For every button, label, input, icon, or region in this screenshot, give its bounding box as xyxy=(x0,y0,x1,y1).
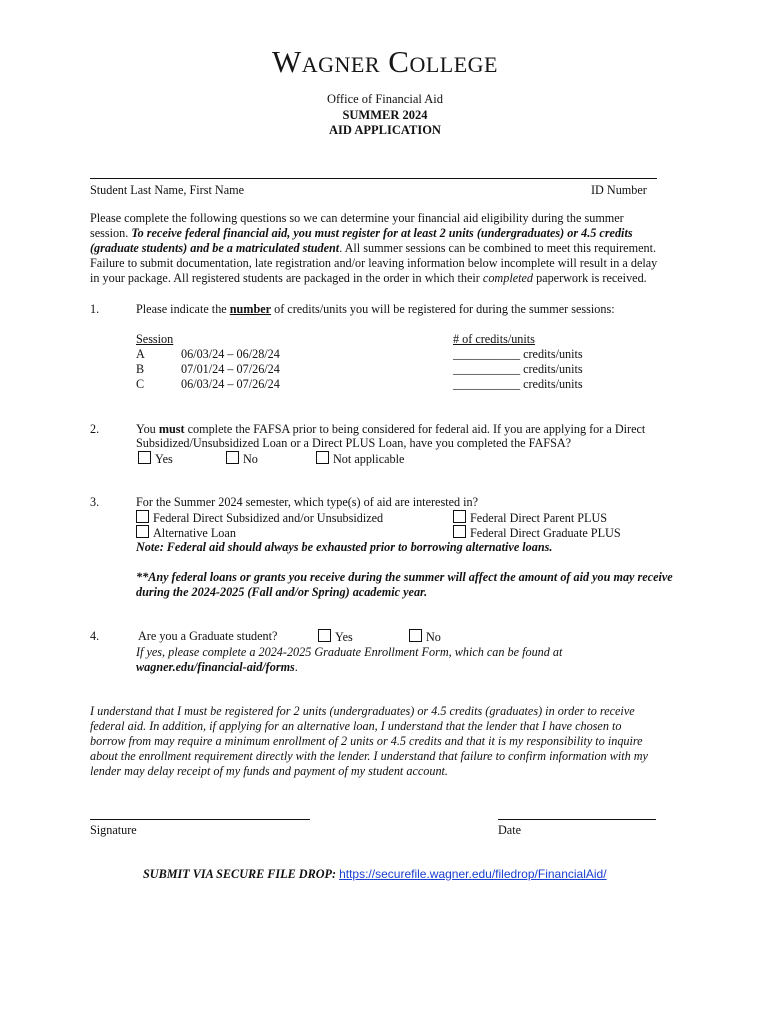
session-dates: 07/01/24 – 07/26/24 xyxy=(181,362,280,376)
submit-line xyxy=(143,867,607,882)
intro-requirement-emphasis-2: (graduate students) and be a matriculated student xyxy=(90,241,340,255)
option-label: Not applicable xyxy=(333,452,405,466)
office-name: Office of Financial Aid xyxy=(326,92,444,106)
q2-text-line-2: Subsidized/Unsubsidized Loan or a Direct PLUS Loan, have you completed the FAFSA? xyxy=(136,436,572,450)
ack-line-3: borrow from may require a minimum enrollment of 2 units or 4.5 credits and that it is my responsibility to inquire xyxy=(90,734,643,748)
checkbox[interactable] xyxy=(136,525,149,538)
q2-must-emphasis: must xyxy=(158,422,185,436)
intro-line-1: Please complete the following questions so we can determine your financial aid eligibility during the summer xyxy=(90,211,624,225)
date-line[interactable] xyxy=(498,819,656,820)
q1-text xyxy=(136,302,615,317)
session-b-credits-field[interactable]: ___________ credits/units xyxy=(453,362,583,376)
intro-line-3 xyxy=(90,241,656,256)
q3-option-alternative-loan[interactable] xyxy=(136,525,236,541)
option-label: Yes xyxy=(155,452,173,466)
submit-label: SUBMIT VIA SECURE FILE DROP: xyxy=(143,867,337,881)
q4-period: . xyxy=(294,660,298,674)
q3-option-graduate-plus[interactable] xyxy=(453,525,621,541)
session-dates: 06/03/24 – 07/26/24 xyxy=(181,377,280,391)
intro-line-5-a: in your package. All registered students are packaged in the order in which their xyxy=(90,271,480,285)
intro-line-3-b: . All summer sessions can be combined to meet this requirement. xyxy=(339,241,657,255)
date-label: Date xyxy=(498,823,522,837)
q1-text-c: of credits/units you will be registered for during the summer sessions: xyxy=(274,302,615,316)
option-label: No xyxy=(426,630,441,644)
session-dates: 06/03/24 – 06/28/24 xyxy=(181,347,280,361)
ack-line-5: lender may delay receipt of my funds and payment of my student account. xyxy=(90,764,448,778)
q4-instruction-line-2: If yes, please complete a 2024-2025 Graduate Enrollment Form, which can be found at xyxy=(136,645,563,659)
q3-number: 3. xyxy=(90,495,100,509)
checkbox[interactable] xyxy=(453,525,466,538)
option-label: Federal Direct Subsidized and/or Unsubsidized xyxy=(153,511,384,525)
student-name-label: Student Last Name, First Name xyxy=(90,183,245,197)
checkbox[interactable] xyxy=(453,510,466,523)
q1-text-number-emphasis: number xyxy=(229,302,272,316)
q3-warning-line-1: **Any federal loans or grants you receive during the summer will affect the amount of aid you may receive xyxy=(136,570,673,584)
option-label: Federal Direct Graduate PLUS xyxy=(470,526,621,540)
intro-requirement-emphasis: To receive federal financial aid, you must register for at least 2 units (undergraduates) or 4.5 credits xyxy=(131,226,633,240)
session-c-credits-field[interactable]: ___________ credits/units xyxy=(453,377,583,391)
checkbox[interactable] xyxy=(316,451,329,464)
q1-number: 1. xyxy=(90,302,100,316)
credits-header: # of credits/units xyxy=(453,332,535,346)
intro-line-5-italic: completed xyxy=(482,271,534,285)
checkbox[interactable] xyxy=(318,629,331,642)
intro-line-4: Failure to submit documentation, late registration and/or leaving information below incomplete will result in a delay xyxy=(90,256,658,270)
college-logo: Wagner College xyxy=(272,44,498,79)
signature-label: Signature xyxy=(90,823,137,837)
q4-instruction-line-3 xyxy=(136,660,298,675)
checkbox[interactable] xyxy=(138,451,151,464)
q3-option-subsidized[interactable] xyxy=(136,510,383,526)
signature-line[interactable] xyxy=(90,819,310,820)
ack-line-1: I understand that I must be registered for 2 units (undergraduates) or 4.5 credits (graduates) in order to receive xyxy=(90,704,635,718)
q4-text: Are you a Graduate student? xyxy=(138,629,278,643)
intro-line-5 xyxy=(90,271,647,286)
session-code: C xyxy=(136,377,145,391)
q4-option-yes[interactable] xyxy=(318,629,353,645)
intro-line-5-c: paperwork is received. xyxy=(536,271,647,285)
option-label: No xyxy=(243,452,258,466)
q2-number: 2. xyxy=(90,422,100,436)
option-label: Yes xyxy=(335,630,353,644)
session-header: Session xyxy=(136,332,174,346)
session-code: A xyxy=(136,347,145,361)
q2-option-no[interactable] xyxy=(226,451,258,467)
intro-line-2 xyxy=(90,226,633,241)
term-title: SUMMER 2024 xyxy=(342,108,428,122)
form-title: AID APPLICATION xyxy=(329,123,441,137)
q2-text xyxy=(136,422,645,437)
student-info-line[interactable] xyxy=(90,178,657,179)
submit-file-drop-link[interactable]: https://securefile.wagner.edu/filedrop/FinancialAid/ xyxy=(339,867,607,881)
forms-url-text: wagner.edu/financial-aid/forms xyxy=(136,660,295,674)
checkbox[interactable] xyxy=(409,629,422,642)
intro-line-2-a: session. xyxy=(90,226,129,240)
q2-text-a: You xyxy=(136,422,156,436)
checkbox[interactable] xyxy=(226,451,239,464)
q4-option-no[interactable] xyxy=(409,629,441,645)
option-label: Alternative Loan xyxy=(153,526,236,540)
q3-warning-line-2: during the 2024-2025 (Fall and/or Spring) academic year. xyxy=(136,585,428,599)
q3-text: For the Summer 2024 semester, which type(s) of aid are interested in? xyxy=(136,495,479,509)
id-number-label: ID Number xyxy=(591,183,647,197)
q1-text-a: Please indicate the xyxy=(136,302,227,316)
session-a-credits-field[interactable]: ___________ credits/units xyxy=(453,347,583,361)
q2-option-yes[interactable] xyxy=(138,451,173,467)
ack-line-4: about the enrollment requirement directly with the lender. I understand that failure to confirm information with my xyxy=(90,749,648,763)
option-label: Federal Direct Parent PLUS xyxy=(470,511,608,525)
ack-line-2: federal aid. In addition, if applying for an alternative loan, I understand that the lender that I have chosen to xyxy=(90,719,622,733)
q3-note: Note: Federal aid should always be exhausted prior to borrowing alternative loans. xyxy=(136,540,553,554)
q2-option-not-applicable[interactable] xyxy=(316,451,404,467)
session-code: B xyxy=(136,362,145,376)
q4-number: 4. xyxy=(90,629,100,643)
q3-option-parent-plus[interactable] xyxy=(453,510,607,526)
q2-text-c: complete the FAFSA prior to being considered for federal aid. If you are applying for a Direct xyxy=(187,422,646,436)
checkbox[interactable] xyxy=(136,510,149,523)
